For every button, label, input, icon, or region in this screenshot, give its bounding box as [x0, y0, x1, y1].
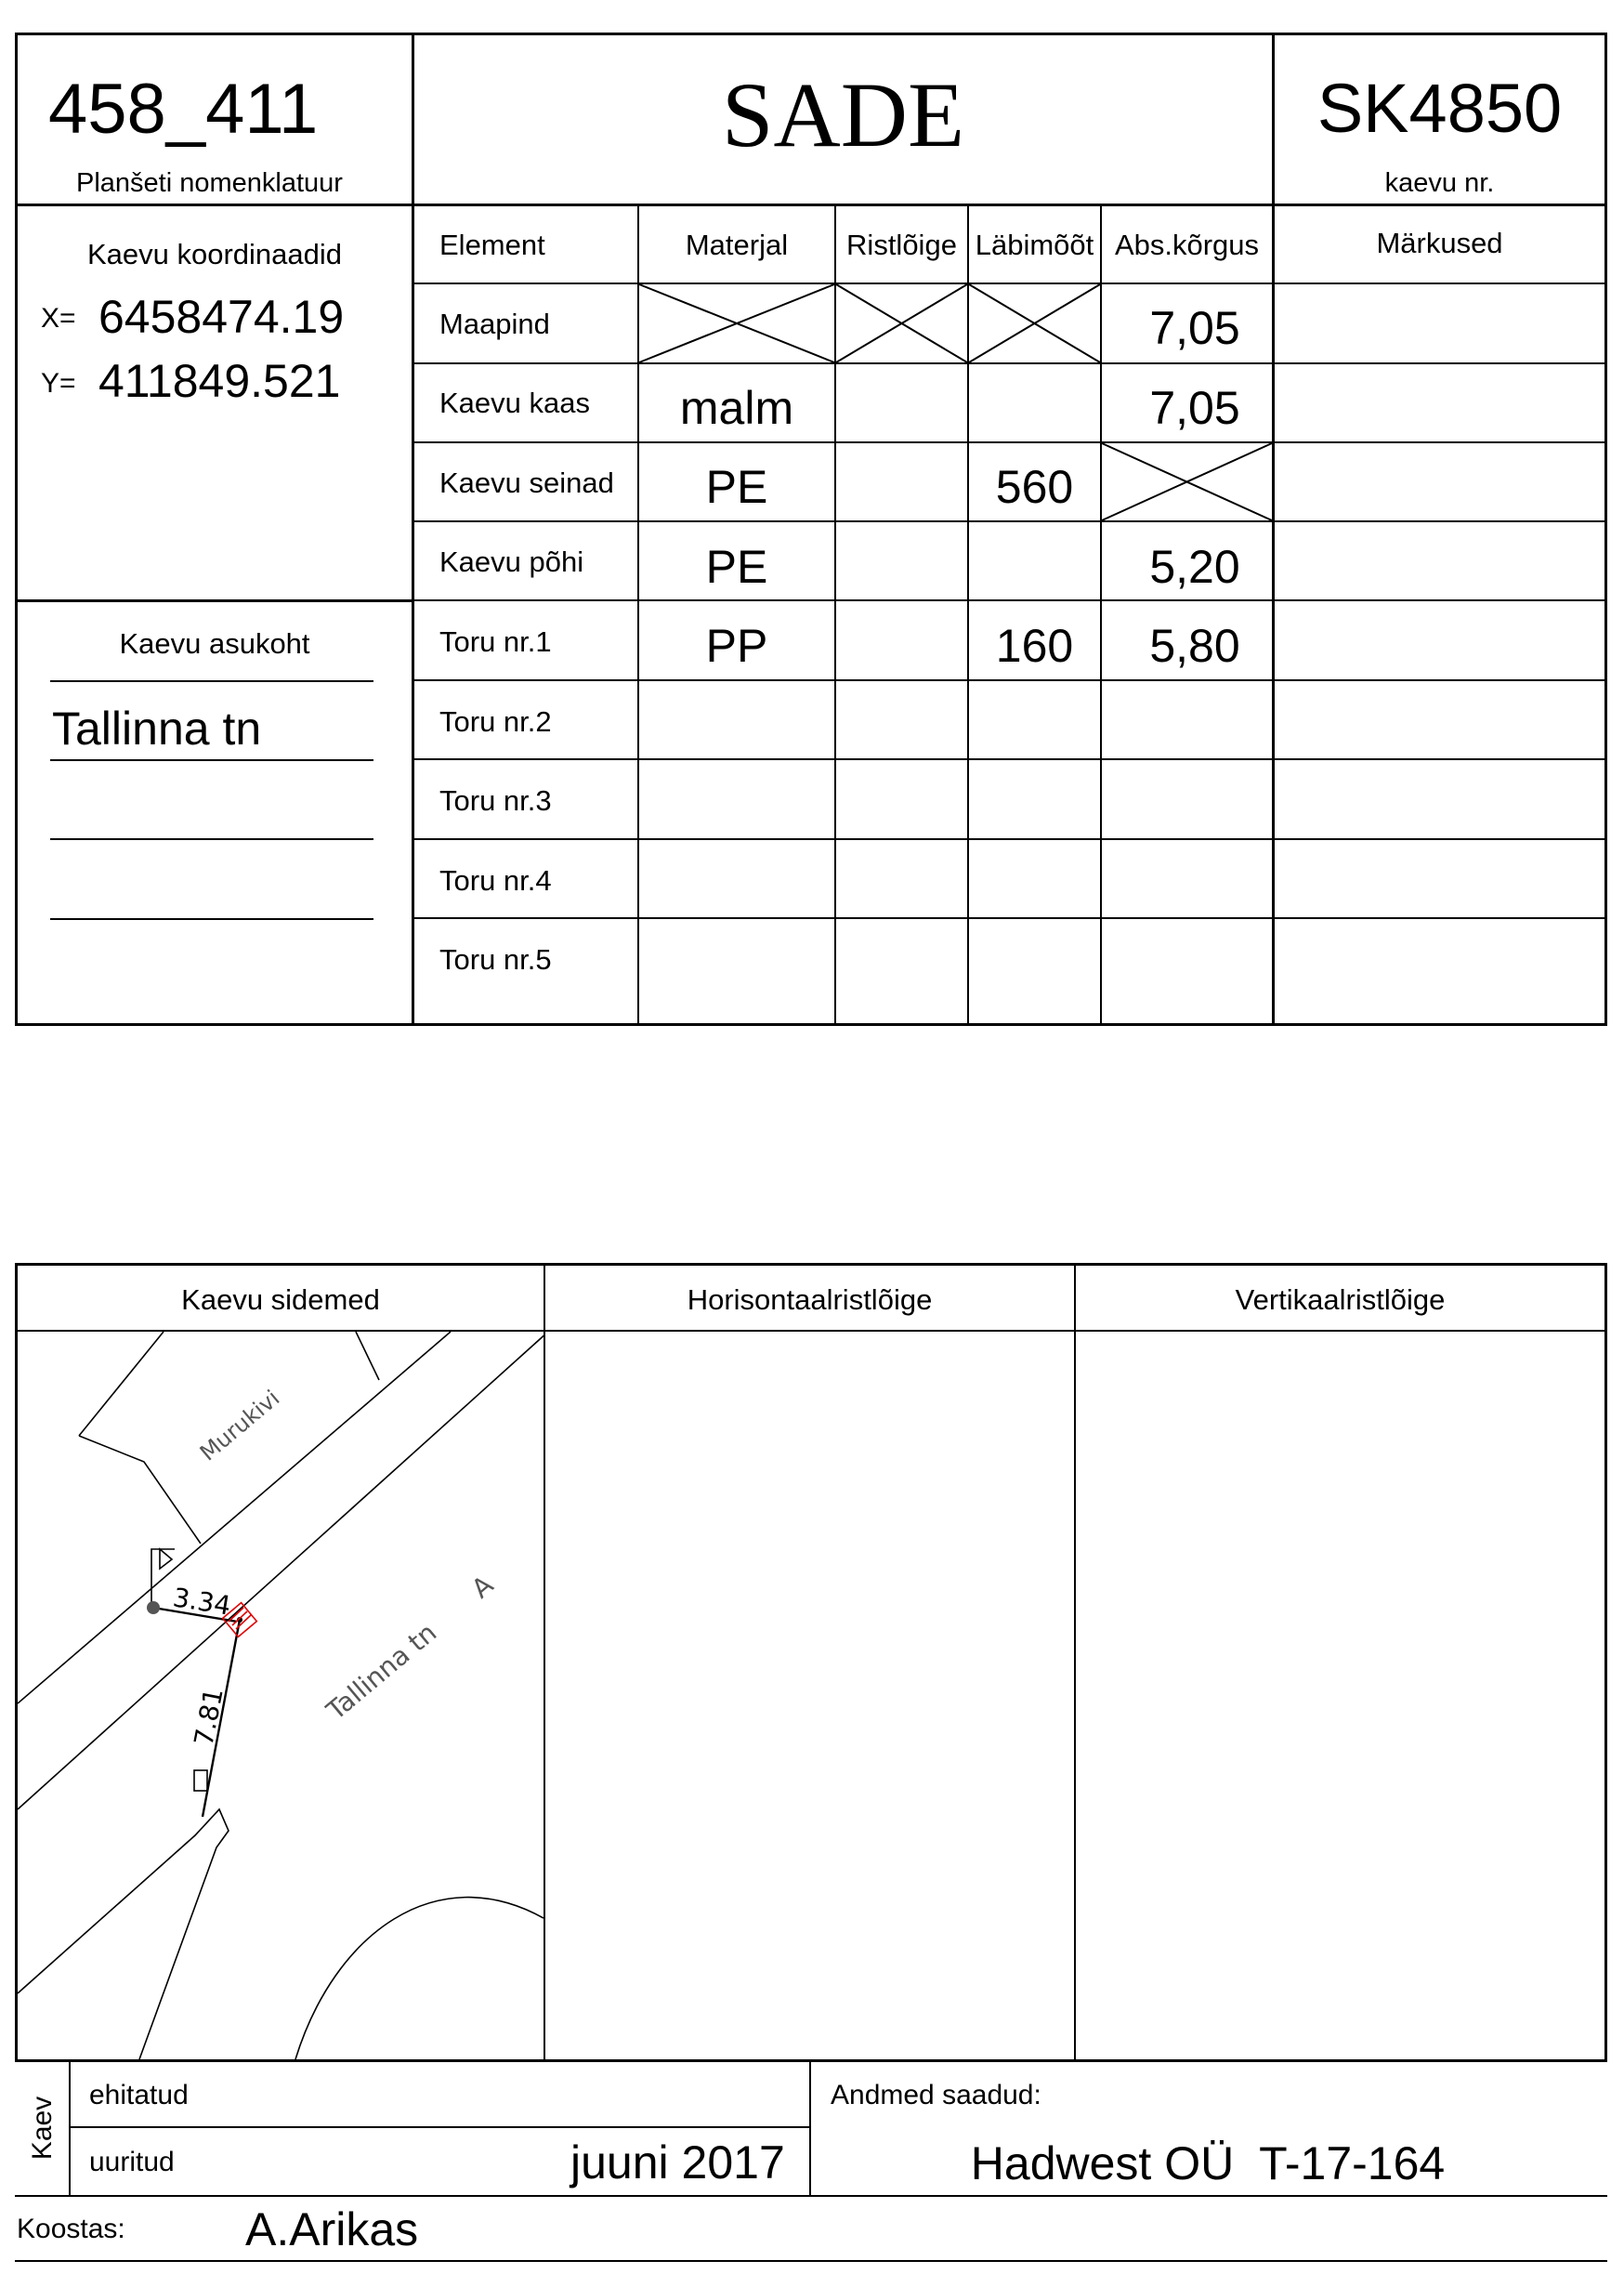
row-abs-height: 5,80 — [1149, 620, 1240, 672]
x-coordinate-value: 6458474.19 — [98, 291, 345, 343]
row-material: PE — [705, 461, 768, 513]
links-panel-title: Kaevu sidemed — [181, 1283, 380, 1316]
row-element-label: Kaevu põhi — [439, 545, 584, 578]
col-header-cross-section: Ristlõige — [846, 229, 957, 261]
location-label: Kaevu asukoht — [119, 627, 310, 660]
well-number-label: kaevu nr. — [1384, 168, 1495, 198]
row-element-label: Toru nr.4 — [439, 864, 552, 897]
y-coordinate-value: 411849.521 — [98, 355, 341, 407]
compiled-by: A.Arikas — [245, 2203, 419, 2255]
row-element-label: Kaevu seinad — [439, 467, 614, 499]
road-edge — [295, 1898, 544, 2059]
compiled-label: Koostas: — [17, 2214, 125, 2244]
data-source-label: Andmed saadud: — [831, 2080, 1041, 2110]
row-element-label: Toru nr.5 — [439, 943, 552, 976]
row-element-label: Kaevu kaas — [439, 387, 590, 419]
row-element-label: Toru nr.3 — [439, 784, 552, 817]
x-coordinate-label: X= — [41, 303, 76, 334]
distance-label: 3.34 — [170, 1582, 233, 1622]
col-header-abs-height: Abs.kõrgus — [1114, 229, 1260, 261]
row-abs-height: 7,05 — [1149, 382, 1240, 434]
building-outline — [356, 1332, 379, 1380]
row-abs-height: 7,05 — [1149, 302, 1240, 354]
location-street: Tallinna tn — [52, 703, 262, 755]
drawing-title: SADE — [721, 63, 965, 166]
y-coordinate-label: Y= — [41, 368, 76, 399]
row-material: PP — [705, 620, 768, 672]
row-abs-height: 5,20 — [1149, 541, 1240, 593]
road-edge — [18, 1809, 229, 2059]
building-outline — [79, 1436, 201, 1544]
horizontal-section-title: Horisontaalristlõige — [687, 1283, 933, 1316]
data-source: Hadwest OÜ T-17-164 — [970, 2137, 1446, 2189]
well-number: SK4850 — [1316, 70, 1563, 147]
street-label: Tallinna tn — [321, 1617, 443, 1727]
row-element-label: Maapind — [439, 308, 550, 340]
row-diameter: 160 — [995, 620, 1074, 672]
vertical-section-title: Vertikaalristlõige — [1235, 1283, 1446, 1316]
row-element-label: Toru nr.2 — [439, 705, 552, 738]
surveyed-date: juuni 2017 — [570, 2136, 785, 2188]
building-label: Murukivi — [194, 1385, 285, 1466]
col-header-element: Element — [439, 229, 545, 261]
distance-label: 7.81 — [188, 1685, 229, 1749]
row-material: malm — [679, 382, 794, 434]
coordinates-label: Kaevu koordinaadid — [86, 238, 343, 270]
post-symbol — [160, 1549, 172, 1569]
col-header-material: Materjal — [685, 229, 789, 261]
sheet-number-label: Planšeti nomenklatuur — [76, 168, 343, 198]
col-header-notes: Märkused — [1376, 227, 1503, 259]
building-outline — [79, 1332, 164, 1436]
street-letter: A — [465, 1569, 500, 1605]
survey-point — [147, 1601, 160, 1614]
hydrant-symbol — [194, 1770, 207, 1791]
surveyed-label: uuritud — [89, 2147, 175, 2177]
col-header-diameter: Läbimõõt — [975, 229, 1094, 261]
row-element-label: Toru nr.1 — [439, 625, 552, 658]
row-material: PE — [705, 541, 768, 593]
row-diameter: 560 — [995, 461, 1074, 513]
built-label: ehitatud — [89, 2080, 189, 2110]
well-side-label: Kaev — [27, 2096, 58, 2161]
sheet-number: 458_411 — [48, 70, 319, 149]
